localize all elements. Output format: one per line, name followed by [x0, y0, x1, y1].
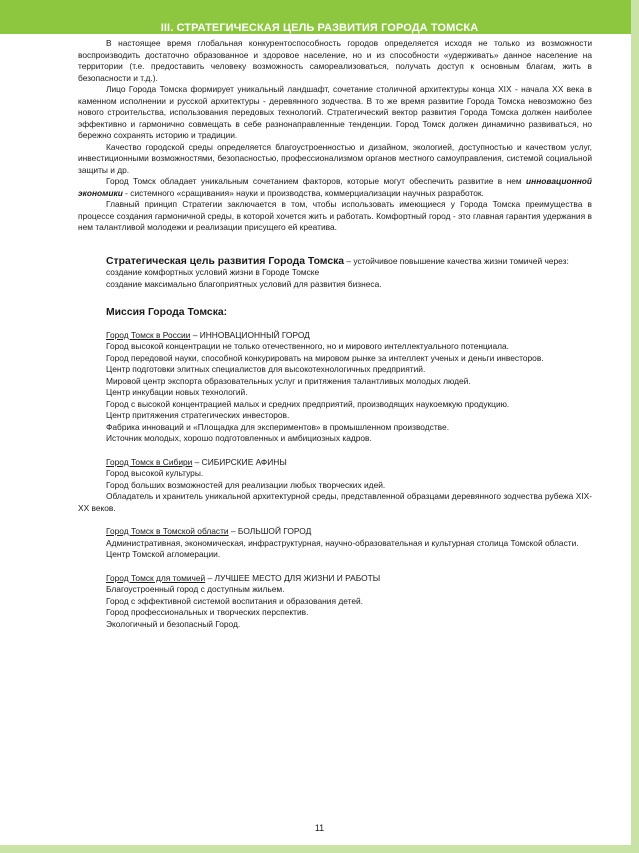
strategic-goal-item: создание максимально благоприятных условий для развития бизнеса.: [106, 278, 382, 289]
mission-section-title: – ЛУЧШЕЕ МЕСТО ДЛЯ ЖИЗНИ И РАБОТЫ: [205, 572, 381, 583]
section-gap: [78, 514, 592, 526]
mission-section-title: – ИННОВАЦИОННЫЙ ГОРОД: [190, 329, 310, 340]
mission-section-heading: [106, 330, 592, 342]
bottom-decor-strip: [0, 845, 639, 853]
intro-paragraph-3: Качество городской среды определяется благоустроенностью и дизайном, экологией, доступностью и качеством услуг, инвестиционными возможностями, безопасностью, профессионализмом органов местного самоуправления, системой социальной защиты и др.: [78, 141, 592, 175]
mission-item: Центр притяжения стратегических инвесторов.: [106, 410, 290, 420]
intro-p4-text-a: Город Томск обладает уникальным сочетанием факторов, которые могут обеспечить развитие в нем: [106, 176, 527, 186]
mission-item: Город профессиональных и творческих перспектив.: [106, 607, 309, 617]
mission-section-heading: [106, 457, 592, 469]
mission-item: Обладатель и хранитель уникальной архитектурной среды, представленной образцами деревянного зодчества рубежа XIX-XX веков.: [78, 491, 592, 513]
mission-section-heading: [106, 526, 592, 538]
page-title: III. СТРАТЕГИЧЕСКАЯ ЦЕЛЬ РАЗВИТИЯ ГОРОДА ТОМСКА: [160, 22, 479, 34]
mission-item: Центр инкубации новых технологий.: [106, 387, 248, 397]
mission-section-title: – БОЛЬШОЙ ГОРОД: [228, 526, 312, 536]
mission-item: Административная, экономическая, инфраструктурная, научно-образовательная и культурная столица Томской области.: [106, 537, 579, 548]
mission-item: Экологичный и безопасный Город.: [106, 618, 241, 629]
mission-item: Центр Томской агломерации.: [106, 549, 221, 559]
strategic-goal-text: – устойчивое повышение качества жизни томичей через:: [344, 255, 569, 266]
mission-item: Источник молодых, хорошо подготовленных и амбициозных кадров.: [106, 433, 372, 443]
intro-paragraph-2: Лицо Города Томска формирует уникальный ландшафт, сочетание столичной архитектуры конца XIX - начала XX века в каменном исполнении и русской архитектуры - деревянного зодчества. В то же время развитие Города Томска невозможно без нового строительства, использования передовых технологий. Стратегический вектор развития Города Томска должен наиболее эффективно и гармонично совмещать в себе разнонаправленные тенденции. Город Томск должен динамично развиваться, но бережно сохранять историю и традиции.: [78, 84, 592, 140]
mission-section-link: Город Томск в Томской области: [106, 526, 229, 536]
mission-section-link: Город Томск в Сибири: [106, 456, 193, 467]
intro-p4-emphasis: инновационной экономики: [78, 176, 592, 198]
mission-item: Центр подготовки элитных специалистов для высокотехнологичных предприятий.: [106, 364, 426, 374]
mission-section-title: – СИБИРСКИЕ АФИНЫ: [192, 456, 287, 467]
strategic-goal-item: создание комфортных условий жизни в Городе Томске: [106, 267, 320, 277]
mission-item: Город больших возможностей для реализации любых творческих идей.: [106, 479, 386, 490]
mission-item: Фабрика инноваций и «Площадка для экспериментов» в промышленном производстве.: [106, 421, 450, 432]
mission-section-link: Город Томск для томичей: [106, 572, 206, 583]
strategic-goal-heading: Стратегическая цель развития Города Томска: [106, 255, 345, 267]
mission-item: Город высокой концентрации не только отечественного, но и мирового интеллектуального потенциала.: [106, 341, 509, 351]
intro-paragraph-1: В настоящее время глобальная конкурентоспособность городов определяется исходя не только из возможности воспроизводить достаточно образованное и здоровое население, но и из способности «удерживать» данное население на территории (т.е. предоставить человеку возможность самореализоваться, получать доступ к основным благам, жить в безопасности и т.д.).: [78, 38, 592, 83]
mission-item: Город высокой культуры.: [106, 468, 204, 478]
mission-item: Город с эффективной системой воспитания и образования детей.: [106, 595, 363, 606]
strategic-goal-paragraph: [78, 256, 592, 268]
mission-item: Мировой центр экспорта образовательных услуг и притяжения талантливых молодых людей.: [106, 375, 471, 386]
mission-item: Город передовой науки, способной конкурировать на мировом рынке за интеллект ученых и деньги инвесторов.: [106, 352, 544, 363]
right-decor-strip: [631, 0, 639, 853]
intro-p4-text-b: - системного «сращивания» науки и производства, коммерциализации научных разработок.: [122, 187, 484, 198]
mission-section-link: Город Томск в России: [106, 329, 191, 340]
document-body: [78, 38, 592, 630]
mission-item: Благоустроенный город с доступным жильем.: [106, 584, 285, 594]
intro-paragraph-5: Главный принцип Стратегии заключается в том, чтобы использовать имеющиеся у Города Томска преимущества в процессе создания гармоничной среды, в которой хочется жить и работать. Комфортный город - это главная гарантия удержания в нем талантливой молодежи и реализации присущего ей креатива.: [78, 199, 592, 232]
intro-paragraph-4: [78, 176, 592, 199]
mission-title: Миссия Города Томска:: [106, 307, 228, 318]
mission-section-heading: [106, 573, 592, 585]
section-gap: [78, 445, 592, 457]
mission-item: Город с высокой концентрацией малых и средних предприятий, производящих наукоемкую продукцию.: [106, 398, 510, 409]
section-gap: [78, 561, 592, 573]
page-number: 11: [314, 823, 325, 833]
